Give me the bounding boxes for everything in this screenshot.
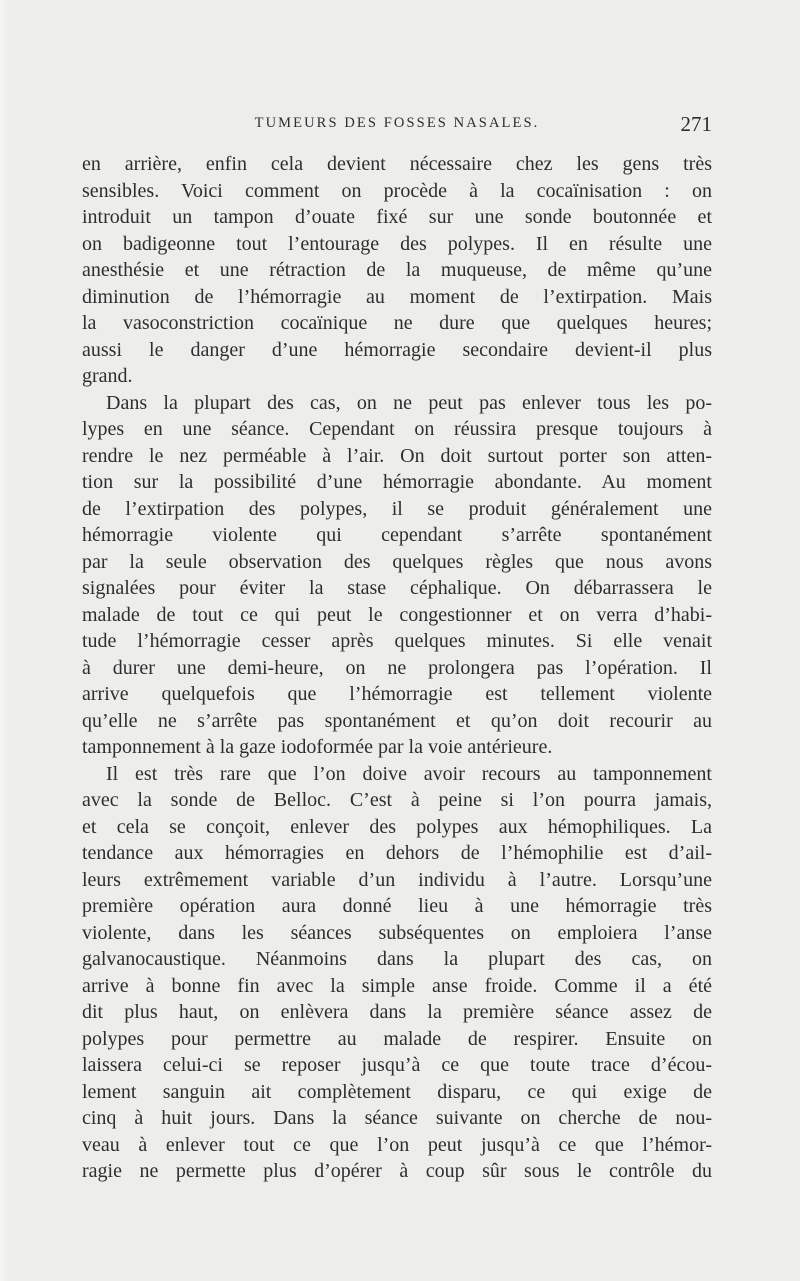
- text-line: signalées pour éviter la stase céphalique. On débarrassera le: [82, 577, 712, 599]
- text-line: tion sur la possibilité d’une hémorragie abondante. Au moment: [82, 471, 712, 493]
- text-line: laissera celui-ci se reposer jusqu’à ce que toute trace d’écou-: [82, 1054, 712, 1076]
- text-line: rendre le nez perméable à l’air. On doit surtout porter son atten-: [82, 444, 712, 467]
- text-line: hémorragie violente qui cependant s’arrête spontanément: [82, 524, 712, 546]
- text-line: Dans la plupart des cas, on ne peut pas enlever tous les po-: [106, 391, 712, 414]
- text-line: de l’extirpation des polypes, il se produit généralement une: [82, 497, 712, 520]
- text-line: lypes en une séance. Cependant on réussira presque toujours à: [82, 418, 712, 440]
- body-text: [82, 151, 712, 1185]
- text-line: violente, dans les séances subséquentes on emploiera l’anse: [82, 921, 712, 944]
- page-left-edge: [0, 0, 10, 1281]
- text-line: arrive à bonne fin avec la simple anse froide. Comme il a été: [82, 974, 712, 997]
- text-line: première opération aura donné lieu à une hémorragie très: [82, 895, 712, 917]
- text-line: introduit un tampon d’ouate fixé sur une sonde boutonnée et: [82, 206, 712, 228]
- text-line: tude l’hémorragie cesser après quelques minutes. Si elle venait: [82, 630, 712, 652]
- text-line: lement sanguin ait complètement disparu, ce qui exige de: [82, 1080, 712, 1103]
- text-line: galvanocaustique. Néanmoins dans la plupart des cas, on: [82, 948, 712, 970]
- text-line: ragie ne permette plus d’opérer à coup sûr sous le contrôle du: [82, 1160, 712, 1182]
- running-head-title: TUMEURS DES FOSSES NASALES.: [254, 115, 540, 131]
- text-line: grand.: [82, 365, 133, 387]
- text-line: dit plus haut, on enlèvera dans la première séance assez de: [82, 1001, 712, 1023]
- text-line: en arrière, enfin cela devient nécessaire chez les gens très: [82, 153, 712, 175]
- text-line: Il est très rare que l’on doive avoir recours au tamponnement: [106, 762, 712, 785]
- text-line: arrive quelquefois que l’hémorragie est tellement violente: [82, 683, 712, 705]
- text-line: tendance aux hémorragies en dehors de l’hémophilie est d’ail-: [82, 842, 712, 864]
- text-line: polypes pour permettre au malade de respirer. Ensuite on: [82, 1027, 712, 1050]
- text-line: la vasoconstriction cocaïnique ne dure que quelques heures;: [82, 312, 712, 334]
- text-line: aussi le danger d’une hémorragie secondaire devient-il plus: [82, 338, 712, 361]
- text-line: tamponnement à la gaze iodoformée par la voie antérieure.: [82, 736, 553, 758]
- text-line: par la seule observation des quelques règles que nous avons: [82, 550, 712, 573]
- text-line: anesthésie et une rétraction de la muqueuse, de même qu’une: [82, 259, 712, 281]
- text-line: avec la sonde de Belloc. C’est à peine si l’on pourra jamais,: [82, 789, 712, 811]
- text-line: et cela se conçoit, enlever des polypes aux hémophiliques. La: [82, 815, 712, 838]
- text-line: on badigeonne tout l’entourage des polypes. Il en résulte une: [82, 232, 712, 255]
- paragraph-2: [82, 390, 712, 761]
- paragraph-3: [82, 761, 712, 1185]
- text-line: leurs extrêmement variable d’un individu à l’autre. Lorsqu’une: [82, 868, 712, 891]
- paragraph-1: [82, 151, 712, 390]
- text-line: diminution de l’hémorragie au moment de l’extirpation. Mais: [82, 285, 712, 308]
- text-line: qu’elle ne s’arrête pas spontanément et qu’on doit recourir au: [82, 709, 712, 732]
- text-line: à durer une demi-heure, on ne prolongera pas l’opération. Il: [82, 656, 712, 679]
- text-line: veau à enlever tout ce que l’on peut jusqu’à ce que l’hémor-: [82, 1133, 712, 1156]
- page-number: 271: [680, 112, 712, 136]
- text-line: sensibles. Voici comment on procède à la cocaïnisation : on: [82, 179, 712, 202]
- running-head: [82, 112, 712, 142]
- text-line: cinq à huit jours. Dans la séance suivante on cherche de nou-: [82, 1107, 712, 1129]
- text-line: malade de tout ce qui peut le congestionner et on verra d’habi-: [82, 603, 712, 626]
